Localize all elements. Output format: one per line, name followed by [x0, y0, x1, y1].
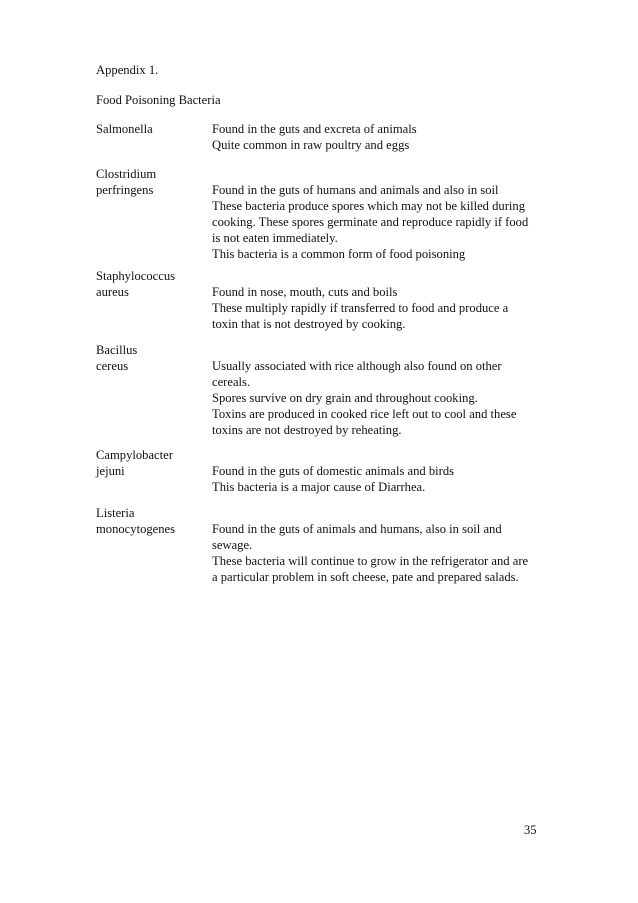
- section-title: Food Poisoning Bacteria: [96, 93, 221, 107]
- bacteria-description-line: Found in the guts and excreta of animals: [212, 122, 417, 136]
- bacteria-name: Campylobacter: [96, 448, 173, 462]
- bacteria-description-line: These bacteria produce spores which may not be killed during: [212, 199, 525, 213]
- bacteria-description-line: is not eaten immediately.: [212, 231, 338, 245]
- bacteria-name: aureus: [96, 285, 129, 299]
- bacteria-name: perfringens: [96, 183, 154, 197]
- bacteria-description-line: sewage.: [212, 538, 253, 552]
- bacteria-description-line: These bacteria will continue to grow in the refrigerator and are: [212, 554, 529, 568]
- bacteria-description-line: cooking. These spores germinate and reproduce rapidly if food: [212, 215, 529, 229]
- bacteria-description-line: a particular problem in soft cheese, pate and prepared salads.: [212, 570, 519, 584]
- bacteria-name: Clostridium: [96, 167, 157, 181]
- bacteria-description-line: This bacteria is a common form of food poisoning: [212, 247, 466, 261]
- page-number: 35: [524, 823, 537, 837]
- bacteria-name: monocytogenes: [96, 522, 176, 536]
- bacteria-description-line: Found in the guts of domestic animals and birds: [212, 464, 455, 478]
- bacteria-description-line: Found in nose, mouth, cuts and boils: [212, 285, 398, 299]
- bacteria-name: Salmonella: [96, 122, 153, 136]
- bacteria-name: jejuni: [96, 464, 125, 478]
- bacteria-description-line: Toxins are produced in cooked rice left out to cool and these: [212, 407, 517, 421]
- bacteria-description-line: toxins are not destroyed by reheating.: [212, 423, 402, 437]
- bacteria-name: Staphylococcus: [96, 269, 176, 283]
- bacteria-description-line: Usually associated with rice although also found on other: [212, 359, 502, 373]
- bacteria-name: Listeria: [96, 506, 135, 520]
- bacteria-name: Bacillus: [96, 343, 138, 357]
- bacteria-description-line: Found in the guts of humans and animals and also in soil: [212, 183, 499, 197]
- bacteria-description-line: cereals.: [212, 375, 251, 389]
- bacteria-description-line: Found in the guts of animals and humans, also in soil and: [212, 522, 502, 536]
- bacteria-description-line: Quite common in raw poultry and eggs: [212, 138, 410, 152]
- bacteria-description-line: These multiply rapidly if transferred to food and produce a: [212, 301, 509, 315]
- bacteria-name: cereus: [96, 359, 129, 373]
- bacteria-description-line: Spores survive on dry grain and throughout cooking.: [212, 391, 478, 405]
- bacteria-description-line: This bacteria is a major cause of Diarrhea.: [212, 480, 426, 494]
- bacteria-description-line: toxin that is not destroyed by cooking.: [212, 317, 406, 331]
- appendix-title: Appendix 1.: [96, 63, 159, 77]
